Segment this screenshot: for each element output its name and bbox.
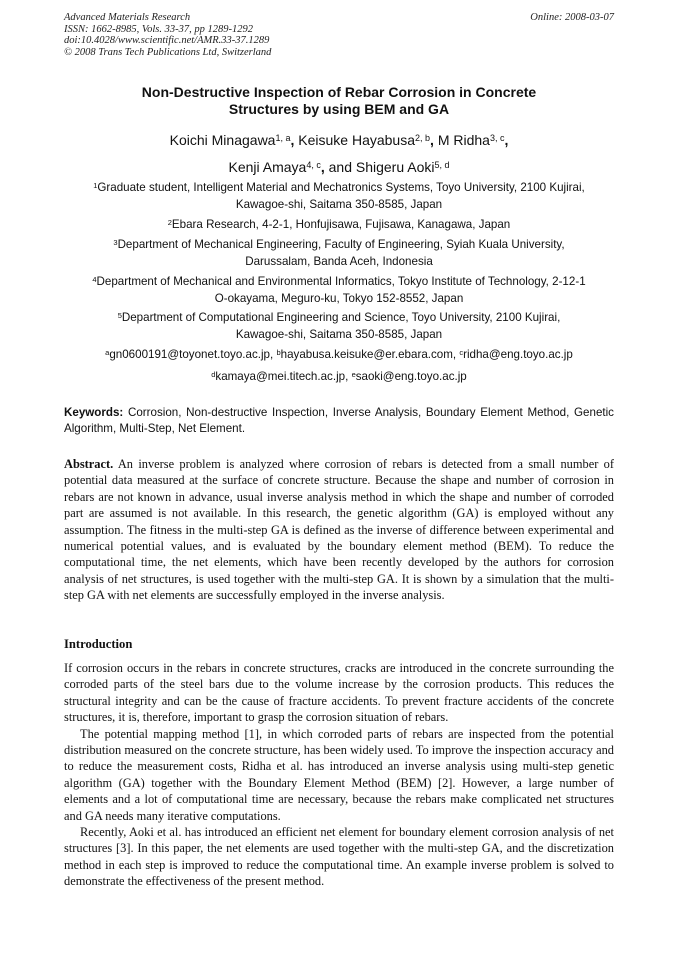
email-sup: d bbox=[211, 370, 216, 379]
affiliation-line: Kawagoe-shi, Saitama 350-8585, Japan bbox=[235, 327, 443, 341]
author-line-1: Koichi Minagawa$^{1, a}$, Keisuke Hayabusa$^{2, b}$, M Ridha$^{3, c}$, bbox=[169, 132, 509, 148]
affiliation-4 bbox=[64, 274, 614, 308]
affiliation-line: O-okayama, Meguro-ku, Tokyo 152-8552, Japan bbox=[214, 291, 464, 305]
affiliation-line: Darussalam, Banda Aceh, Indonesia bbox=[245, 254, 433, 268]
affiliation-line: Graduate student, Intelligent Material and Mechatronics Systems, Toyo University, 2100 Kujirai, bbox=[97, 181, 585, 194]
email-address[interactable]: kamaya@mei.titech.ac.jp bbox=[215, 370, 346, 383]
email-line-1: $^a$gn0600191@toyonet.toyo.ac.jp, $^b$hayabusa.keisuke@er.ebara.com, $^c$ridha@eng.toyo.ac.jp bbox=[105, 348, 573, 361]
journal-header bbox=[64, 12, 271, 58]
intro-paragraph: The potential mapping method [1], in which corroded parts of rebars are inspected from the potential distribution measured on the concrete structure, has been widely used. To improve the inspection accuracy and to reduce the measurement costs, Ridha et al. has introduced an inverse analysis using multi-step genetic algorithm (GA) together with the Boundary Element Method (BEM) [2]. However, a large number of elements and a lot of computational time are necessary, because the rebars make complicated net structures and GA needs many iterative computations. bbox=[64, 726, 614, 823]
author-name: M Ridha bbox=[437, 132, 490, 148]
affiliation-sup: 1 bbox=[93, 181, 98, 190]
keywords-text: Corrosion, Non-destructive Inspection, Inverse Analysis, Boundary Element Method, Genetic Algorithm, Multi-Step, Net Element. bbox=[64, 406, 614, 435]
author-name: Keisuke Hayabusa bbox=[298, 132, 416, 148]
email-sup: b bbox=[276, 348, 281, 357]
abstract-text: An inverse problem is analyzed where corrosion of rebars is detected from a small number of potential data measured at the surface of concrete structure. Because the shape and number of corrosion in rebars are not known in advance, usual inverse analysis method in which the shape and number of corroded part are assumed is not available. In this research, the genetic algorithm (GA) is employed without any assumption. The fitness in the multi-step GA is defined as the inverse of difference between experimental and numerical potential values, and is evaluated by the boundary element method (BEM). To reduce the computational time, the net elements, which have been recently developed by the authors for corrosion analysis of net structures, is used together with the multi-step GA. It is shown by a simulation that the multi-step GA with net elements are successfully employed in the inverse analysis. bbox=[64, 457, 614, 603]
email-address[interactable]: hayabusa.keisuke@er.ebara.com bbox=[280, 348, 453, 361]
email-address[interactable]: saoki@eng.toyo.ac.jp bbox=[355, 370, 467, 383]
affiliation-1 bbox=[64, 180, 614, 214]
affiliation-line: Department of Mechanical and Environmental Informatics, Tokyo Institute of Technology, 2-12-1 bbox=[96, 275, 586, 288]
author-name: Koichi Minagawa bbox=[169, 132, 276, 148]
affiliation-line: Kawagoe-shi, Saitama 350-8585, Japan bbox=[235, 197, 443, 211]
email-sup: c bbox=[459, 348, 464, 357]
journal-copyright: © 2008 Trans Tech Publications Ltd, Switzerland bbox=[64, 46, 272, 58]
authors-and: and bbox=[328, 159, 352, 175]
affiliation-2 bbox=[64, 217, 614, 234]
affiliation-sup: 3 bbox=[113, 238, 118, 247]
introduction-body bbox=[64, 660, 614, 890]
online-date: Online: 2008-03-07 bbox=[530, 12, 614, 23]
email-sup: e bbox=[351, 370, 356, 379]
title-line-2: Structures by using BEM and GA bbox=[228, 101, 450, 117]
email-sup: a bbox=[105, 348, 110, 357]
abstract bbox=[64, 456, 614, 604]
author-sup: 1, a bbox=[275, 133, 291, 143]
email-address[interactable]: gn0600191@toyonet.toyo.ac.jp bbox=[109, 348, 271, 361]
email-line-2: $^d$kamaya@mei.titech.ac.jp, $^e$saoki@eng.toyo.ac.jp bbox=[211, 370, 467, 383]
intro-paragraph: Recently, Aoki et al. has introduced an efficient net element for boundary element corrosion analysis of net structures [3]. In this paper, the net elements are used together with the multi-step GA, and the discretization method in each step is improved to reduce the computational time. An example inverse problem is solved to demonstrate the effectiveness of the present method. bbox=[64, 825, 614, 889]
affiliation-sup: 2 bbox=[167, 218, 172, 227]
author-name: Shigeru Aoki bbox=[355, 159, 435, 175]
author-sup: 3, c bbox=[489, 133, 505, 143]
author-line-2: Kenji Amaya$^{4, c}$, and Shigeru Aoki$^{5, d}$ bbox=[228, 159, 450, 175]
affiliation-sup: 5 bbox=[117, 311, 122, 320]
keywords bbox=[64, 405, 614, 437]
affiliation-5 bbox=[64, 310, 614, 344]
affiliation-line: Department of Computational Engineering and Science, Toyo University, 2100 Kujirai, bbox=[121, 311, 561, 324]
paper-title bbox=[64, 84, 614, 118]
author-name: Kenji Amaya bbox=[228, 159, 307, 175]
author-sup: 2, b bbox=[415, 133, 431, 143]
keywords-label: Keywords: bbox=[64, 406, 124, 419]
section-heading-introduction: Introduction bbox=[64, 637, 133, 651]
journal-name: Advanced Materials Research bbox=[64, 12, 191, 23]
email-address[interactable]: ridha@eng.toyo.ac.jp bbox=[463, 348, 573, 361]
affiliation-3 bbox=[64, 237, 614, 271]
journal-issn: ISSN: 1662-8985, Vols. 33-37, pp 1289-1292 bbox=[64, 23, 253, 35]
affiliation-line: Ebara Research, 4-2-1, Honfujisawa, Fujisawa, Kanagawa, Japan bbox=[171, 218, 511, 231]
abstract-label: Abstract. bbox=[64, 457, 114, 471]
affiliation-line: Department of Mechanical Engineering, Faculty of Engineering, Syiah Kuala University, bbox=[117, 238, 565, 251]
affiliation-sup: 4 bbox=[92, 275, 97, 284]
journal-doi[interactable]: doi:10.4028/www.scientific.net/AMR.33-37.1289 bbox=[64, 35, 270, 46]
intro-paragraph: If corrosion occurs in the rebars in concrete structures, cracks are introduced in the concrete surrounding the corroded parts of the steel bars due to the volume increase by the corrosion products. This reduces the structural integrity and can be the cause of fracture accidents. To prevent fracture accidents of the concrete structures, it is, therefore, important to grasp the corrosion situation of rebars. bbox=[64, 661, 614, 725]
title-line-1: Non-Destructive Inspection of Rebar Corrosion in Concrete bbox=[141, 84, 537, 100]
author-sup: 5, d bbox=[434, 160, 450, 170]
author-sup: 4, c bbox=[306, 160, 321, 170]
